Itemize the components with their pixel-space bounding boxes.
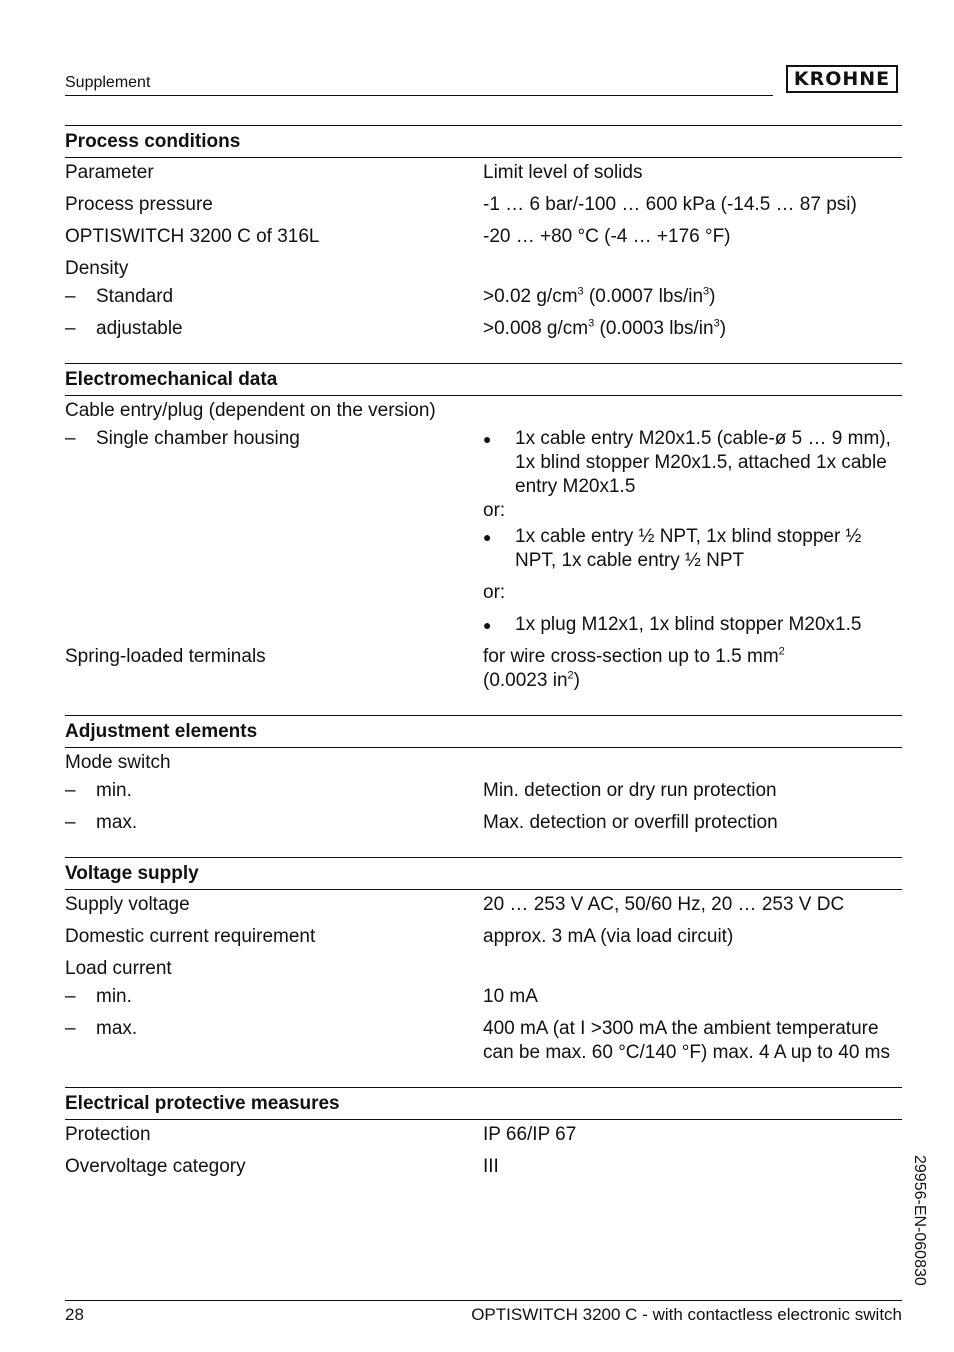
- spec-sections: [65, 125, 902, 1201]
- spec-row: [65, 779, 902, 803]
- or-text: or:: [483, 582, 506, 603]
- param-label: Single chamber housing: [96, 428, 300, 449]
- param-value: approx. 3 mA (via load circuit): [483, 926, 734, 947]
- param-label: max.: [96, 812, 138, 833]
- spec-row: [65, 285, 902, 309]
- param-label: Domestic current requirement: [65, 926, 316, 947]
- param-label: Protection: [65, 1124, 151, 1145]
- spec-row: [65, 225, 902, 249]
- param-value: Max. detection or overfill protection: [483, 812, 778, 833]
- param-value: >0.02 $g/cm^3$ (0.0007 lbs/$in^3$): [483, 285, 716, 307]
- param-label: Density: [65, 258, 129, 279]
- param-label: Cable entry/plug (dependent on the version): [65, 400, 436, 421]
- spec-row: [65, 811, 902, 835]
- param-value: 400 mA (at I >300 mA the ambient temperature can be max. 60 °C/140 °F) max. 4 A up to 40 ms: [483, 1018, 891, 1063]
- param-label: adjustable: [96, 318, 183, 339]
- param-value: >0.008 $g/cm^3$ (0.0003 lbs/$in^3$): [483, 317, 727, 339]
- header-rule: [65, 95, 773, 96]
- param-value: Min. detection or dry run protection: [483, 780, 777, 801]
- param-label: min.: [96, 780, 132, 801]
- param-value: 1x cable entry M20x1.5 (cable-ø 5 … 9 mm), 1x blind stopper M20x1.5, attached 1x cable entry M20x1.5: [515, 428, 891, 497]
- dash-glyph: –: [65, 1018, 76, 1039]
- spec-row: [65, 1123, 902, 1147]
- spec-row: [65, 751, 902, 775]
- spec-row: [65, 161, 902, 185]
- param-label: Spring-loaded terminals: [65, 646, 266, 667]
- or-text: or:: [483, 500, 506, 521]
- param-value: 1x plug M12x1, 1x blind stopper M20x1.5: [515, 614, 862, 635]
- footer-rule: [65, 1300, 902, 1301]
- spec-row: [65, 193, 902, 217]
- section-title: Process conditions: [65, 126, 902, 158]
- param-value: IP 66/IP 67: [483, 1124, 577, 1145]
- spec-row: [65, 1155, 902, 1179]
- bullet-glyph: ●: [483, 617, 492, 633]
- list-item: [483, 427, 902, 499]
- list-item: [483, 613, 902, 637]
- dash-glyph: –: [65, 986, 76, 1007]
- section-title: Electrical protective measures: [65, 1088, 902, 1120]
- running-header: Supplement: [65, 74, 151, 91]
- param-value: 20 … 253 V AC, 50/60 Hz, 20 … 253 V DC: [483, 894, 845, 915]
- param-label: min.: [96, 986, 132, 1007]
- param-label: Standard: [96, 286, 174, 307]
- spec-row: [65, 427, 902, 637]
- spec-row: [65, 925, 902, 949]
- bullet-glyph: ●: [483, 529, 492, 545]
- param-value: -1 … 6 bar/-100 … 600 kPa (-14.5 … 87 psi): [483, 194, 857, 215]
- param-label: Mode switch: [65, 752, 171, 773]
- section-title: Adjustment elements: [65, 716, 902, 748]
- param-label: Load current: [65, 958, 172, 979]
- dash-glyph: –: [65, 286, 76, 307]
- krohne-logo: KROHNE: [786, 65, 898, 93]
- page-number: 28: [65, 1305, 84, 1324]
- param-value: 10 mA: [483, 986, 538, 1007]
- param-value: -20 … +80 °C (-4 … +176 °F): [483, 226, 731, 247]
- spec-row: [65, 399, 902, 423]
- param-label: Parameter: [65, 162, 154, 183]
- bullet-glyph: ●: [483, 431, 492, 447]
- param-value: Limit level of solids: [483, 162, 643, 183]
- spec-row: [65, 957, 902, 981]
- spec-row: [65, 893, 902, 917]
- section-electrical-protective-measures: [65, 1087, 902, 1179]
- param-label: OPTISWITCH 3200 C of 316L: [65, 226, 320, 247]
- spec-row: [65, 985, 902, 1009]
- section-title: Voltage supply: [65, 858, 902, 890]
- section-process-conditions: [65, 125, 902, 341]
- dash-glyph: –: [65, 318, 76, 339]
- param-label: Supply voltage: [65, 894, 190, 915]
- dash-glyph: –: [65, 780, 76, 801]
- param-value: III: [483, 1156, 499, 1177]
- section-adjustment-elements: [65, 715, 902, 835]
- param-value: for wire cross-section up to 1.5 $mm^2$ (0.0023 $in^2$): [483, 645, 785, 691]
- dash-glyph: –: [65, 812, 76, 833]
- section-title: Electromechanical data: [65, 364, 902, 396]
- param-label: Process pressure: [65, 194, 213, 215]
- footer-title: OPTISWITCH 3200 C - with contactless electronic switch: [471, 1305, 902, 1324]
- param-label: max.: [96, 1018, 138, 1039]
- spec-row: [65, 1017, 902, 1065]
- spec-row: [65, 317, 902, 341]
- param-label: Overvoltage category: [65, 1156, 246, 1177]
- param-value: 1x cable entry ½ NPT, 1x blind stopper ½ NPT, 1x cable entry ½ NPT: [515, 526, 862, 571]
- section-voltage-supply: [65, 857, 902, 1065]
- list-item: [483, 525, 902, 573]
- spec-row: [65, 257, 902, 281]
- section-electromechanical-data: [65, 363, 902, 693]
- document-id: 29956-EN-060830: [911, 1155, 928, 1286]
- spec-row: [65, 645, 902, 693]
- dash-glyph: –: [65, 428, 76, 449]
